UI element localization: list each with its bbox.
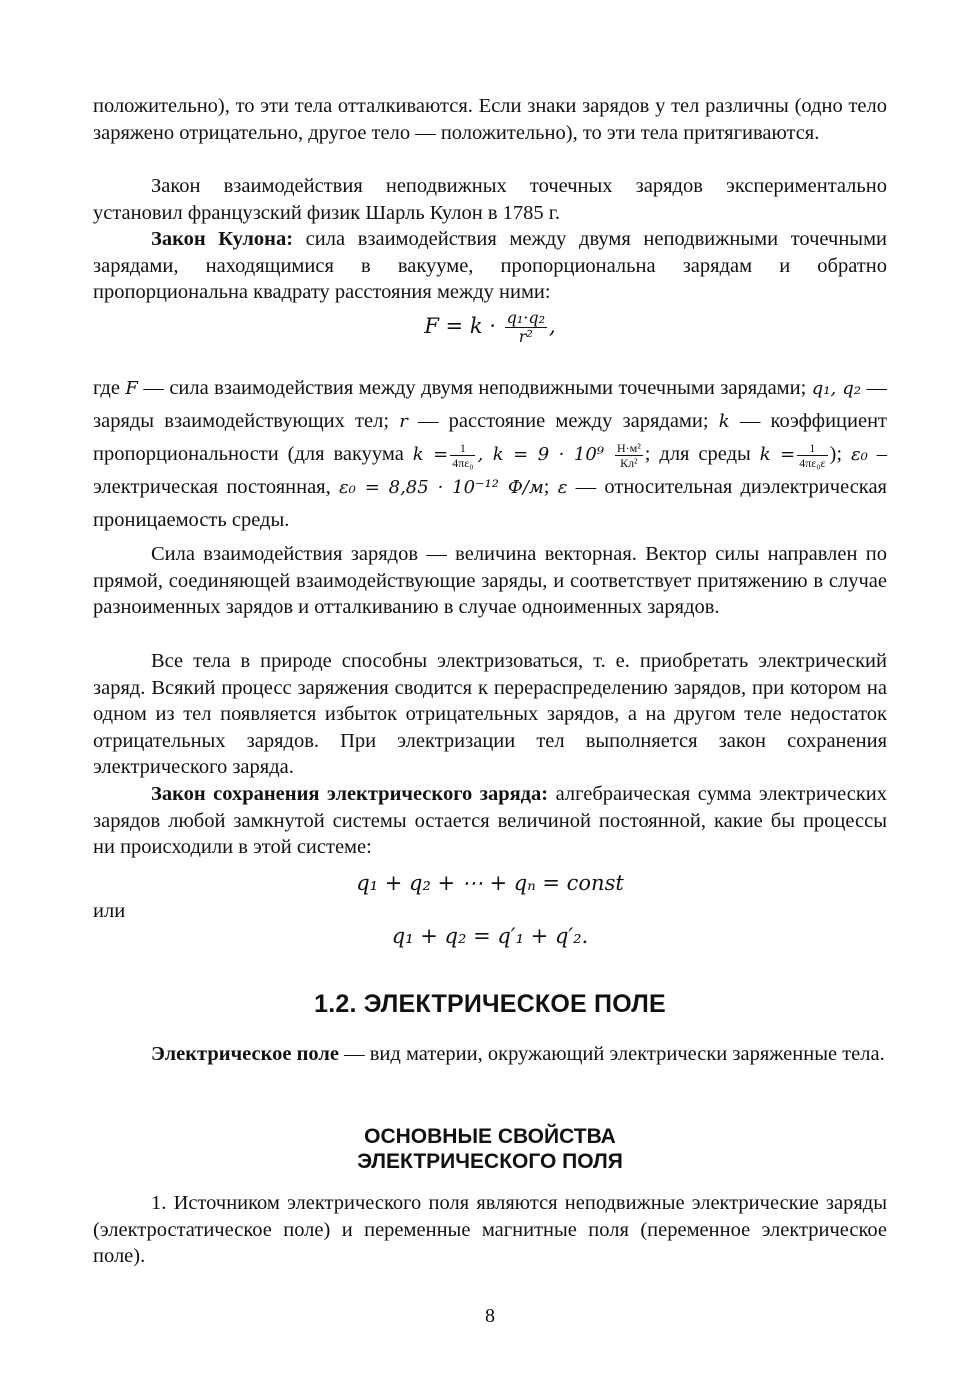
fraction-numerator: 1 xyxy=(450,442,475,456)
paragraph-text: положительно), то эти тела отталкиваются. Если знаки зарядов у тел различны (одно тело заряжено отрицательно, другое тело — положительно), то эти тела притягиваются. xyxy=(93,95,887,144)
paragraph-coulomb-history xyxy=(93,173,887,226)
text-segment: — расстояние между зарядами; xyxy=(407,410,719,432)
paragraph-electrization xyxy=(93,648,887,781)
formula-tail: , xyxy=(549,314,556,338)
paragraph-charge-conservation xyxy=(93,781,887,861)
text-segment: ; xyxy=(543,476,558,498)
paragraph-text: Сила взаимодействия зарядов — величина векторная. Вектор силы направлен по прямой, соединяющей взаимодействующие заряды, и соответствует притяжению в случае разноименных зарядов и отталкиванию в случае одноименных зарядов. xyxy=(93,543,887,619)
paragraph-coulomb-law xyxy=(93,226,887,306)
paragraph-text: 1. Источником электрического поля являются неподвижные электрические заряды (электростатическое поле) и переменные магнитные поля (переменное электрическое поле). xyxy=(93,1192,887,1268)
term-coulomb-law: Закон Кулона: xyxy=(151,228,294,250)
paragraph-coulomb-definitions xyxy=(93,372,887,536)
var-q1-q2: q₁, q₂ xyxy=(811,378,862,399)
text-segment: — коэффициент пропорциональности (для вакуума xyxy=(93,410,888,465)
subsection-heading-line: ОСНОВНЫЕ СВОЙСТВА xyxy=(364,1125,616,1148)
paragraph-text: Закон взаимодействия неподвижных точечных зарядов экспериментально установил французский физик Шарль Кулон в 1785 г. xyxy=(93,175,887,224)
var-eps0: ε₀ xyxy=(850,444,868,465)
var-eps: ε xyxy=(557,477,568,498)
eps0-value: ε₀ = 8,85 · 10⁻¹² Ф/м xyxy=(338,477,544,498)
var-r: r xyxy=(399,411,408,432)
formula-coulomb xyxy=(93,310,887,345)
paragraph-text: Все тела в природе способны электризоваться, т. е. приобретать электрический заряд. Всякий процесс заряжения сводится к перераспределению зарядов, при котором на одном из тел появляется избыток отрицательных зарядов, а на другом теле недостаток отрицательных зарядов. При электризации тел выполняется закон сохранения электрического заряда. xyxy=(93,650,887,779)
unit-numerator: Н·м² xyxy=(616,440,641,455)
or-word xyxy=(93,898,887,925)
subsection-heading-line: ЭЛЕКТРИЧЕСКОГО ПОЛЯ xyxy=(357,1150,623,1173)
page-number: 8 xyxy=(485,1305,495,1327)
paragraph-text: или xyxy=(93,900,126,922)
text-segment: — заряды взаимодействующих тел; xyxy=(93,377,888,432)
subsection-heading xyxy=(93,1124,887,1174)
fraction-denominator: 4πε₀ xyxy=(452,455,474,470)
formula-text: q₁ + q₂ = q′₁ + q′₂. xyxy=(391,924,589,948)
fraction-medium xyxy=(797,442,827,469)
formula-text: q₁ + q₂ + ⋯ + qₙ = const xyxy=(356,871,624,895)
text-segment: ; для среды xyxy=(644,443,760,465)
paragraph-electric-field-definition xyxy=(93,1041,887,1068)
unit-denominator: Кл² xyxy=(620,455,638,470)
formula-charge-prime xyxy=(93,924,887,948)
paragraph-field-source xyxy=(93,1190,887,1270)
fraction-numerator: 1 xyxy=(797,442,827,456)
var-k-eq: k = xyxy=(412,444,449,465)
fraction-denominator: 4πε₀ε xyxy=(799,455,826,470)
fraction-unit xyxy=(615,442,643,469)
fraction-vacuum xyxy=(450,442,475,469)
term-charge-conservation: Закон сохранения электрического заряда: xyxy=(151,783,549,805)
text-segment: — сила взаимодействия между двумя неподвижными точечными зарядами; xyxy=(137,377,812,399)
var-k-eq: k = xyxy=(759,444,796,465)
formula-fraction xyxy=(505,310,547,345)
paragraph-charges-interaction xyxy=(93,93,887,146)
fraction-numerator: q₁·q₂ xyxy=(506,308,545,327)
paragraph-text: — вид материи, окружающий электрически заряженные тела. xyxy=(339,1043,885,1065)
term-electric-field: Электрическое поле xyxy=(151,1043,339,1065)
formula-charge-sum xyxy=(93,871,887,895)
text-segment: где xyxy=(93,377,126,399)
text-segment: ); xyxy=(829,443,851,465)
paragraph-text: сила взаимодействия между двумя неподвижными точечными зарядами, находящимися в вакууме, пропорциональна зарядам и обратно пропорциональна квадрату расстояния между ними: xyxy=(93,228,888,304)
var-F: F xyxy=(125,378,138,399)
section-heading: 1.2. ЭЛЕКТРИЧЕСКОЕ ПОЛЕ xyxy=(314,990,666,1018)
k-value: , k = 9 · 10⁹ xyxy=(477,444,605,465)
paragraph-text: алгебраическая сумма электрических зарядов любой замкнутой системы остается величиной постоянной, какие бы процессы ни происходили в этой системе: xyxy=(93,783,888,859)
paragraph-vector-force xyxy=(93,541,887,621)
var-k: k xyxy=(718,411,730,432)
text-segment: — относительная диэлектрическая проницаемость среды. xyxy=(93,476,887,531)
fraction-denominator: r² xyxy=(518,327,533,346)
formula-lhs: F = k · xyxy=(424,314,496,338)
text-segment: – электрическая постоянная, xyxy=(93,443,887,498)
